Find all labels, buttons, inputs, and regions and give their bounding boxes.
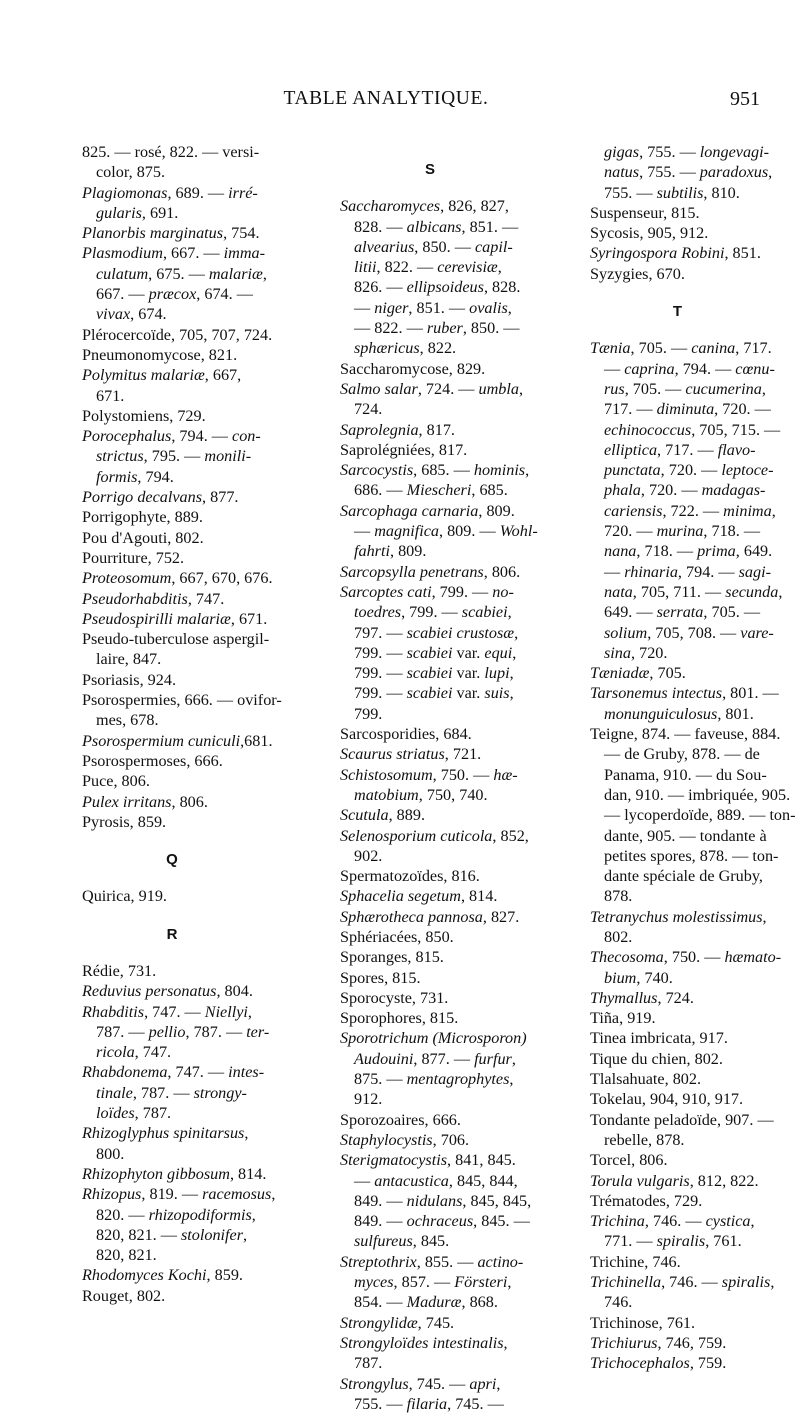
index-entry-line: Thymallus, 724.	[590, 988, 694, 1007]
index-entry-line: Sarcophaga carnaria, 809.	[340, 501, 515, 520]
index-entry-line: Streptothrix, 855. — actino-	[340, 1252, 524, 1271]
index-entry-line: Trichina, 746. — cystica,	[590, 1212, 755, 1231]
index-entry-line: 802.	[604, 927, 633, 946]
index-entry-line: Syringospora Robini, 851.	[590, 244, 761, 263]
index-entry-line: Staphylocystis, 706.	[340, 1130, 470, 1149]
index-entry-line: Tlalsahuate, 802.	[590, 1070, 702, 1089]
index-entry-line: — caprina, 794. — cœnu-	[604, 359, 775, 378]
index-column-3	[590, 142, 796, 1374]
index-entry-line: sina, 720.	[604, 643, 668, 662]
index-entry-line: 771. — spiralis, 761.	[604, 1232, 742, 1251]
index-entry-line: Pulex irritans, 806.	[82, 792, 208, 811]
index-entry-line: color, 875.	[96, 163, 166, 182]
index-entry-line: Spermatozoïdes, 816.	[340, 867, 480, 886]
section-letter: S	[424, 161, 435, 178]
index-entry-line: echinococcus, 705, 715. —	[604, 420, 781, 439]
index-entry-line: 828. — albicans, 851. —	[354, 217, 519, 236]
index-entry-line: Sporanges, 815.	[340, 948, 444, 967]
index-entry-line: 799.	[354, 704, 383, 723]
index-entry-line: — lycoperdoïde, 889. — ton-	[604, 806, 796, 825]
index-entry-line: Pseudorhabditis, 747.	[82, 589, 225, 608]
index-entry-line: Psoriasis, 924.	[82, 670, 176, 689]
index-entry-line: Planorbis marginatus, 754.	[82, 224, 260, 243]
index-entry-line: Tique du chien, 802.	[590, 1049, 723, 1068]
index-entry-line: Saccharomyces, 826, 827,	[340, 197, 509, 216]
index-entry-line: litii, 822. — cerevisiæ,	[354, 258, 502, 277]
index-entry-line: Porrigo decalvans, 877.	[82, 488, 239, 507]
index-entry-line: Psorospermoses, 666.	[82, 751, 223, 770]
index-entry-line: vivax, 674.	[96, 305, 167, 324]
index-entry-line: Sphærotheca pannosa, 827.	[340, 907, 520, 926]
index-entry-line: Porrigophyte, 889.	[82, 508, 203, 527]
index-entry-line: 820, 821. — stolonifer,	[96, 1225, 248, 1244]
index-entry-line: 854. — Maduræ, 868.	[354, 1293, 498, 1312]
index-entry-line: Rhabdonema, 747. — intes-	[82, 1063, 265, 1082]
index-entry-line: 797. — scabiei crustosæ,	[354, 623, 519, 642]
index-column-2	[340, 142, 540, 1414]
index-entry-line: nana, 718. — prima, 649.	[604, 542, 773, 561]
index-entry-line: Rhabditis, 747. — Niellyi,	[82, 1002, 252, 1021]
index-entry-line: Tæniadæ, 705.	[590, 664, 686, 683]
index-entry-line: Rouget, 802.	[82, 1286, 166, 1305]
index-entry-line: Trichinose, 761.	[590, 1313, 696, 1332]
index-entry-line: Reduvius personatus, 804.	[82, 982, 253, 1001]
index-entry-line: formis, 794.	[96, 467, 174, 486]
index-entry-line: Plasmodium, 667. — imma-	[82, 244, 266, 263]
index-entry-line: solium, 705, 708. — vare-	[604, 623, 774, 642]
index-entry-line: Saprolegnia, 817.	[340, 420, 455, 439]
index-entry-line: Rhodomyces Kochi, 859.	[82, 1266, 243, 1285]
index-entry-line: gularis, 691.	[96, 203, 179, 222]
index-entry-line: Trichinella, 746. — spiralis,	[590, 1273, 775, 1292]
index-entry-line: Trichiurus, 746, 759.	[590, 1333, 727, 1352]
index-entry-line: 746.	[604, 1293, 633, 1312]
index-entry-line: dan, 910. — imbriquée, 905.	[604, 785, 791, 804]
index-entry-line: Pyrosis, 859.	[82, 812, 167, 831]
index-entry-line: rus, 705. — cucumerina,	[604, 379, 766, 398]
index-entry-line: Sarcocystis, 685. — hominis,	[340, 461, 530, 480]
index-entry-line: Trichocephalos, 759.	[590, 1354, 727, 1373]
index-entry-line: 720. — murina, 718. —	[604, 522, 761, 541]
index-entry-line: Plérocercoïde, 705, 707, 724.	[82, 325, 273, 344]
index-entry-line: 849. — nidulans, 845, 845,	[354, 1191, 532, 1210]
index-entry-line: Tokelau, 904, 910, 917.	[590, 1090, 744, 1109]
index-entry-line: Scutula, 889.	[340, 806, 425, 825]
index-entry-line: Torula vulgaris, 812, 822.	[590, 1171, 759, 1190]
index-entry-line: Sarcosporidies, 684.	[340, 725, 472, 744]
index-entry-line: Saccharomycose, 829.	[340, 359, 486, 378]
index-entry-line: mes, 678.	[96, 711, 159, 730]
index-entry-line: Scaurus striatus, 721.	[340, 745, 482, 764]
index-entry-line: Rhizoglyphus spinitarsus,	[82, 1124, 249, 1143]
index-entry-line: Torcel, 806.	[590, 1151, 668, 1170]
index-entry-line: — antacustica, 845, 844,	[354, 1171, 518, 1190]
index-entry-line: — niger, 851. — ovalis,	[354, 298, 512, 317]
index-entry-line: natus, 755. — paradoxus,	[604, 163, 773, 182]
index-entry-line: Selenosporium cuticola, 852,	[340, 826, 529, 845]
index-entry-line: 849. — ochraceus, 845. —	[354, 1212, 530, 1231]
index-entry-line: sulfureus, 845.	[354, 1232, 450, 1251]
index-entry-line: myces, 857. — Försteri,	[354, 1273, 512, 1292]
index-entry-line: Spores, 815.	[340, 968, 421, 987]
index-entry-line: Sphériacées, 850.	[340, 927, 454, 946]
index-entry-line: Pseudo-tuberculose aspergil-	[82, 630, 270, 649]
index-entry-line: Panama, 910. — du Sou-	[604, 765, 767, 784]
index-entry-line: 799. — scabiei var. equi,	[354, 643, 517, 662]
index-entry-line: 717. — diminuta, 720. —	[604, 400, 771, 419]
page-header	[0, 88, 800, 114]
index-entry-line: Salmo salar, 724. — umbla,	[340, 379, 524, 398]
index-entry-line: Polymitus malariæ, 667,	[82, 366, 242, 385]
index-entry-line: — 822. — ruber, 850. —	[354, 319, 520, 338]
index-entry-line: Sporocyste, 731.	[340, 988, 449, 1007]
index-entry-line: Tiña, 919.	[590, 1009, 656, 1028]
index-entry-line: 787.	[354, 1354, 383, 1373]
index-entry-line: Polystomiens, 729.	[82, 406, 206, 425]
index-entry-line: Syzygies, 670.	[590, 264, 685, 283]
index-entry-line: bium, 740.	[604, 968, 673, 987]
index-entry-line: Pseudospirilli malariæ, 671.	[82, 609, 268, 628]
index-entry-line: — magnifica, 809. — Wohl-	[354, 522, 538, 541]
index-column-1	[82, 142, 282, 1306]
section-letter: T	[672, 303, 683, 321]
index-entry-line: 878.	[604, 887, 633, 906]
index-entry-line: toedres, 799. — scabiei,	[354, 603, 512, 622]
running-title: TABLE ANALYTIQUE.	[283, 88, 489, 109]
index-entry-line: 825. — rosé, 822. — versi-	[82, 143, 260, 161]
index-entry-line: sphæricus, 822.	[354, 339, 457, 358]
index-entry-line: Tondante peladoïde, 907. —	[590, 1110, 774, 1129]
index-entry-line: 875. — mentagrophytes,	[354, 1070, 514, 1089]
index-entry-line: strictus, 795. — monili-	[96, 447, 252, 466]
index-entry-line: Pou d'Agouti, 802.	[82, 528, 204, 547]
index-entry-line: fahrti, 809.	[354, 542, 427, 561]
index-entry-line: dante spéciale de Gruby,	[604, 867, 763, 886]
index-entry-line: Trématodes, 729.	[590, 1191, 703, 1210]
index-entry-line: 800.	[96, 1144, 125, 1163]
index-entry-line: gigas, 755. — longevagi-	[604, 143, 770, 161]
index-entry-line: loïdes, 787.	[96, 1104, 172, 1123]
index-entry-line: Strongylidæ, 745.	[340, 1313, 455, 1332]
index-entry-line: Tarsonemus intectus, 801. —	[590, 684, 779, 703]
index-entry-line: Proteosomum, 667, 670, 676.	[82, 569, 273, 588]
index-entry-line: 820, 821.	[96, 1246, 157, 1265]
index-entry-line: Saprolégniées, 817.	[340, 440, 468, 459]
index-entry-line: Rhizophyton gibbosum, 814.	[82, 1164, 267, 1183]
index-entry-line: 826. — ellipsoideus, 828.	[354, 278, 521, 297]
index-entry-line: 912.	[354, 1090, 383, 1109]
index-entry-line: phala, 720. — madagas-	[604, 481, 766, 500]
index-entry-line: Sphacelia segetum, 814.	[340, 887, 498, 906]
index-entry-line: tinale, 787. — strongy-	[96, 1083, 247, 1102]
index-entry-line: Sporozoaires, 666.	[340, 1110, 461, 1129]
index-entry-line: Psorospermies, 666. — ovifor-	[82, 691, 282, 710]
index-entry-line: Porocephalus, 794. — con-	[82, 427, 261, 446]
index-entry-line: 799. — scabiei var. lupi,	[354, 664, 514, 683]
index-entry-line: Audouini, 877. — furfur,	[354, 1049, 516, 1068]
index-entry-line: 820. — rhizopodiformis,	[96, 1205, 256, 1224]
index-entry-line: petites spores, 878. — ton-	[604, 846, 779, 865]
index-entry-line: Tetranychus molestissimus,	[590, 907, 767, 926]
index-entry-line: dante, 905. — tondante à	[604, 826, 767, 845]
index-entry-line: Trichine, 746.	[590, 1252, 681, 1271]
index-entry-line: 671.	[96, 386, 125, 405]
index-entry-line: Rédie, 731.	[82, 961, 157, 980]
index-entry-line: Schistosomum, 750. — hæ-	[340, 765, 518, 784]
index-entry-line: Pourriture, 752.	[82, 548, 185, 567]
index-entry-line: Sarcopsylla penetrans, 806.	[340, 562, 521, 581]
index-entry-line: Tinea imbricata, 917.	[590, 1029, 728, 1048]
index-entry-line: Tænia, 705. — canina, 717.	[590, 339, 772, 358]
index-entry-line: Strongyloïdes intestinalis,	[340, 1333, 508, 1352]
index-entry-line: 667. — præcox, 674. —	[96, 285, 253, 304]
index-entry-line: cariensis, 722. — minima,	[604, 501, 776, 520]
section-letter: Q	[166, 851, 178, 869]
index-entry-line: culatum, 675. — malariæ,	[96, 264, 267, 283]
index-entry-line: Sporophores, 815.	[340, 1009, 459, 1028]
index-entry-line: 755. — subtilis, 810.	[604, 183, 740, 202]
index-entry-line: Sporotrichum (Microsporon)	[340, 1029, 527, 1048]
index-entry-line: Puce, 806.	[82, 772, 150, 791]
index-entry-line: nata, 705, 711. — secunda,	[604, 582, 783, 601]
index-entry-line: Sycosis, 905, 912.	[590, 224, 709, 243]
index-entry-line: Pneumonomycose, 821.	[82, 345, 238, 364]
index-entry-line: 787. — pellio, 787. — ter-	[96, 1022, 270, 1041]
index-entry-line: Quirica, 919.	[82, 887, 167, 906]
index-entry-line: 902.	[354, 846, 383, 865]
index-entry-line: — rhinaria, 794. — sagi-	[604, 562, 771, 581]
index-entry-line: Sterigmatocystis, 841, 845.	[340, 1151, 516, 1170]
index-entry-line: Sarcoptes cati, 799. — no-	[340, 582, 514, 601]
index-entry-line: — de Gruby, 878. — de	[604, 745, 760, 764]
index-entry-line: laire, 847.	[96, 650, 162, 669]
index-entry-line: punctata, 720. — leptoce-	[604, 461, 774, 480]
index-entry-line: 724.	[354, 400, 383, 419]
index-entry-line: ricola, 747.	[96, 1043, 172, 1062]
page-number: 951	[730, 88, 760, 110]
index-entry-line: matobium, 750, 740.	[354, 785, 488, 804]
index-entry-line: Rhizopus, 819. — racemosus,	[82, 1185, 276, 1204]
index-entry-line: 649. — serrata, 705. —	[604, 603, 761, 622]
index-entry-line: Psorospermium cuniculi,681.	[82, 731, 273, 750]
index-entry-line: Plagiomonas, 689. — irré-	[82, 183, 258, 202]
index-entry-line: rebelle, 878.	[604, 1130, 685, 1149]
index-entry-line: 799. — scabiei var. suis,	[354, 684, 514, 703]
index-entry-line: 686. — Miescheri, 685.	[354, 481, 508, 500]
index-entry-line: alvearius, 850. — capil-	[354, 237, 513, 256]
index-entry-line: Suspenseur, 815.	[590, 203, 700, 222]
section-letter: R	[166, 925, 178, 943]
index-entry-line: elliptica, 717. — flavo-	[604, 440, 756, 459]
index-entry-line: monunguiculosus, 801.	[604, 704, 754, 723]
index-entry-line: 755. — filaria, 745. —	[354, 1394, 504, 1413]
index-entry-line: Thecosoma, 750. — hæmato-	[590, 948, 782, 967]
index-entry-line: Teigne, 874. — faveuse, 884.	[590, 725, 781, 744]
index-entry-line: Strongylus, 745. — apri,	[340, 1374, 501, 1393]
